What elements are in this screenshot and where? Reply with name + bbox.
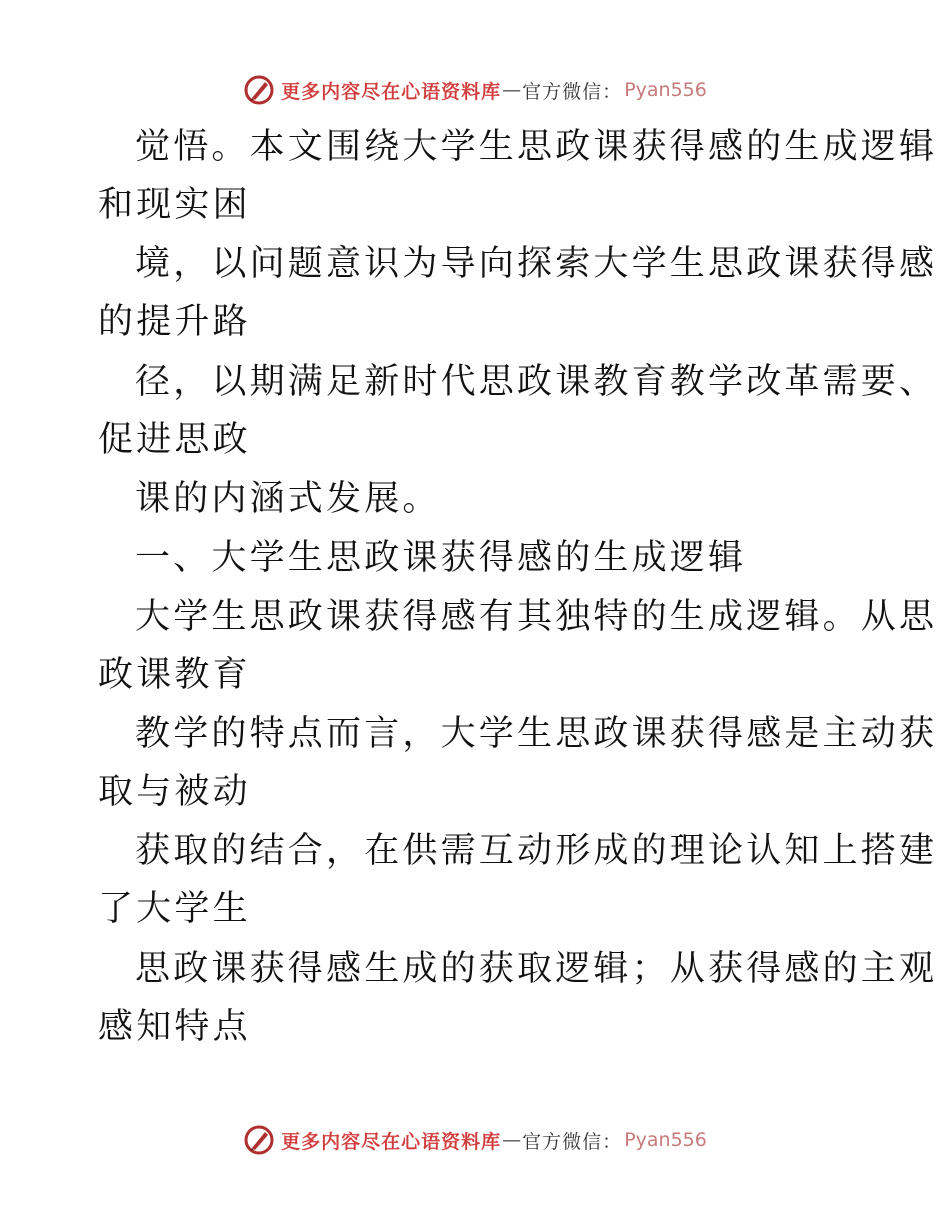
text-line: 和现实困 (98, 185, 251, 225)
watermark-label: 官方微信： (522, 80, 623, 103)
text-line: 促进思政 (98, 420, 251, 460)
text-line: 了大学生 (98, 889, 251, 929)
footer-watermark (0, 1122, 950, 1158)
watermark-separator: — (502, 79, 522, 101)
text-line: 教学的特点而言，大学生思政课获得感是主动获 (135, 714, 938, 754)
watermark-label: 官方微信： (522, 1130, 623, 1153)
quill-pen-icon (243, 1124, 275, 1156)
text-line: 获取的结合，在供需互动形成的理论认知上搭建 (135, 831, 938, 871)
text-line: 课的内涵式发展。 (135, 479, 441, 519)
watermark-brand: 更多内容尽在心语资料库 (281, 1130, 502, 1153)
quill-pen-icon (243, 74, 275, 106)
text-line: 径，以期满足新时代思政课教育教学改革需要、 (135, 362, 938, 402)
text-line: 境，以问题意识为导向探索大学生思政课获得感 (135, 244, 938, 284)
text-line: 取与被动 (98, 772, 251, 812)
watermark-separator: — (502, 1129, 522, 1151)
watermark-id: Pyan556 (624, 1129, 707, 1151)
watermark-id: Pyan556 (624, 79, 707, 101)
text-line: 的提升路 (98, 302, 251, 342)
text-line: 觉悟。本文围绕大学生思政课获得感的生成逻辑 (135, 127, 938, 167)
watermark-brand: 更多内容尽在心语资料库 (281, 80, 502, 103)
text-line: 思政课获得感生成的获取逻辑；从获得感的主观 (135, 949, 938, 989)
text-line: 感知特点 (98, 1007, 251, 1047)
header-watermark (0, 72, 950, 108)
text-line: 大学生思政课获得感有其独特的生成逻辑。从思 (135, 597, 938, 637)
text-line: 政课教育 (98, 655, 251, 695)
section-heading: 一、大学生思政课获得感的生成逻辑 (135, 538, 747, 578)
